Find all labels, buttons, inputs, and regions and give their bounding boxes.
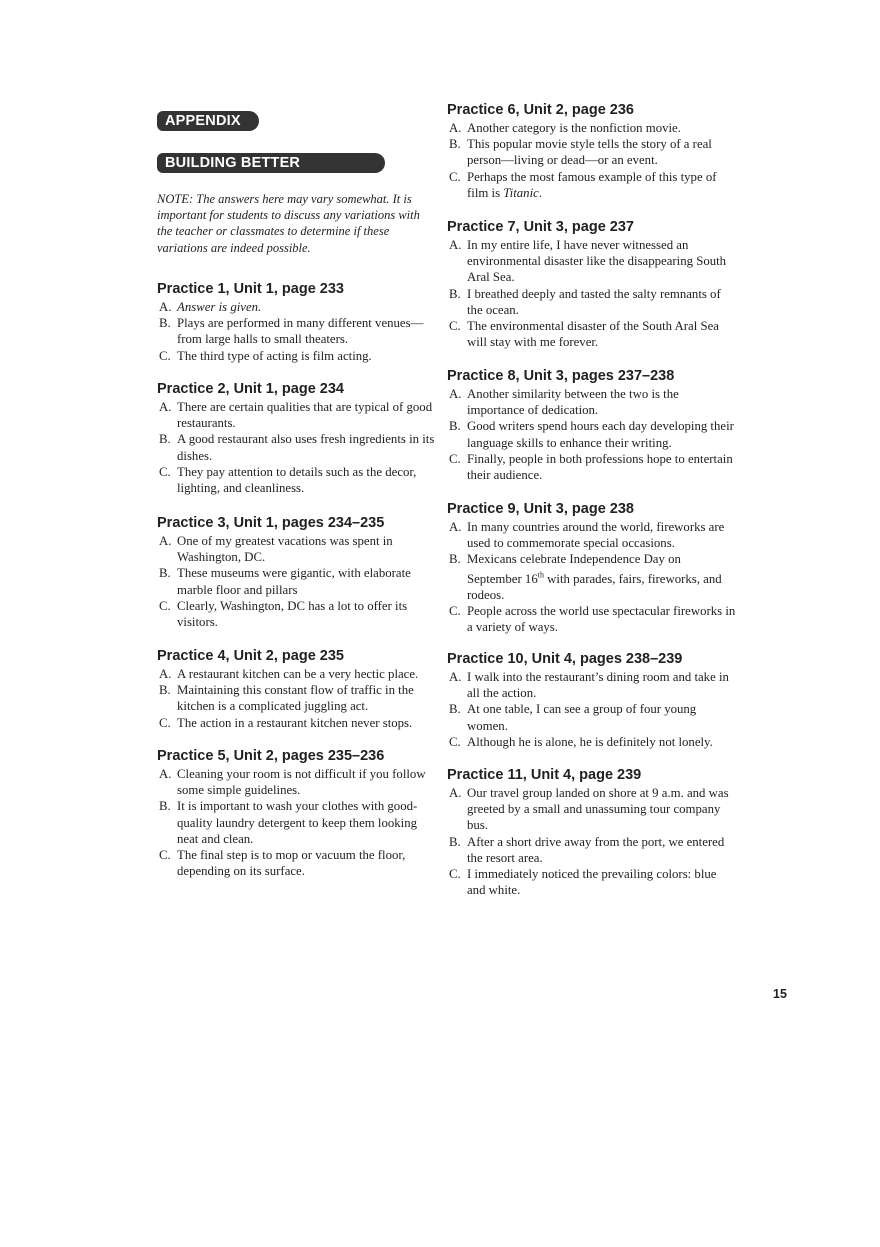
answer-letter: A. [159, 667, 172, 681]
practice-section [157, 747, 437, 879]
practice-title: Practice 2, Unit 1, page 234 [157, 381, 344, 397]
answer-text: A good restaurant also uses fresh ingredients in its dishes. [177, 432, 435, 463]
practice-section [157, 647, 437, 731]
answer-item [157, 715, 437, 731]
answer-item [157, 766, 437, 798]
practice-title: Practice 6, Unit 2, page 236 [447, 102, 634, 118]
answer-letter: B. [449, 419, 461, 434]
practice-section [157, 514, 437, 630]
answer-letter: B. [159, 799, 171, 814]
answer-item [447, 237, 737, 286]
answer-text: Maintaining this constant flow of traffic in the kitchen is a complicated juggling act. [177, 683, 414, 714]
answer-item [447, 318, 737, 350]
answer-text: The environmental disaster of the South Aral Sea will stay with me forever. [467, 319, 719, 350]
answer-text: The final step is to mop or vacuum the floor, depending on its surface. [177, 848, 406, 879]
answer-text: Cleaning your room is not difficult if you follow some simple guidelines. [177, 767, 426, 798]
practice-section [447, 766, 737, 898]
appendix-label: APPENDIX 1 [157, 111, 259, 131]
answer-letter: C. [159, 464, 171, 479]
note-text: NOTE: The answers here may vary somewhat. It is important for students to discuss any variations with the teacher or classmates to determine if these variations are indeed possible. [157, 192, 420, 255]
answer-item [157, 533, 437, 565]
answer-text: There are certain qualities that are typical of good restaurants. [177, 400, 433, 431]
answer-letter: C. [159, 848, 171, 863]
answer-item [157, 299, 437, 315]
answer-text: Mexicans celebrate Independence Day on September 16th with parades, fairs, fireworks, and rodeos. [467, 552, 722, 603]
answer-letter: A. [449, 670, 462, 684]
answer-text: In many countries around the world, fireworks are used to commemorate special occasions. [467, 520, 725, 551]
practice-title: Practice 11, Unit 4, page 239 [447, 767, 642, 783]
answer-item [447, 169, 737, 201]
answer-letter: C. [449, 604, 461, 619]
answer-text: Another similarity between the two is the importance of dedication. [467, 387, 679, 418]
answer-list [157, 766, 437, 879]
answer-list [157, 666, 437, 731]
answer-letter: B. [449, 702, 461, 717]
answer-item [157, 348, 437, 364]
answer-item [157, 682, 437, 714]
answer-text: At one table, I can see a group of four young women. [467, 702, 697, 733]
answer-item [447, 669, 737, 701]
practice-title: Practice 3, Unit 1, pages 234–235 [157, 515, 385, 531]
answer-letter: B. [159, 683, 171, 698]
answer-letter: C. [449, 867, 461, 882]
answer-text: Finally, people in both professions hope to entertain their audience. [467, 451, 733, 483]
answer-letter: B. [449, 834, 461, 849]
practice-title: Practice 10, Unit 4, pages 238–239 [447, 651, 683, 667]
answer-list [447, 519, 737, 636]
answer-letter: B. [159, 316, 171, 331]
answer-letter: A. [449, 121, 462, 135]
answer-letter: A. [159, 300, 172, 314]
answer-item [447, 136, 737, 168]
answer-text: Clearly, Washington, DC has a lot to offer its visitors. [177, 598, 408, 630]
answer-letter: B. [449, 286, 461, 301]
answer-letter: A. [449, 238, 462, 252]
answer-item [157, 666, 437, 682]
answer-text: Although he is alone, he is definitely not lonely. [467, 734, 713, 749]
answer-letter: A. [449, 520, 462, 534]
answer-text: People across the world use spectacular fireworks in a variety of ways. [467, 604, 736, 635]
answer-letter: B. [449, 552, 461, 567]
practice-section [447, 218, 737, 350]
answer-text: Answer is given. [177, 300, 262, 314]
answer-item [447, 551, 737, 603]
section-label: BUILDING BETTER SENTENCES [157, 153, 385, 173]
practice-section [157, 280, 437, 364]
answer-text: After a short drive away from the port, we entered the resort area. [467, 834, 725, 865]
practice-section [157, 380, 437, 496]
answer-text: This popular movie style tells the story of a real person—living or dead—or an event. [467, 137, 712, 168]
answer-item [447, 834, 737, 866]
answer-item [157, 464, 437, 496]
answer-item [447, 734, 737, 750]
answer-letter: A. [159, 767, 172, 781]
page-number: 15 [773, 987, 787, 1001]
answer-item [157, 798, 437, 847]
answer-letter: A. [449, 387, 462, 401]
practice-title: Practice 8, Unit 3, pages 237–238 [447, 368, 675, 384]
answer-text: The third type of acting is film acting. [177, 348, 372, 363]
answer-text: A restaurant kitchen can be a very hectic place. [177, 667, 419, 681]
answer-item [157, 431, 437, 463]
answer-letter: C. [449, 734, 461, 749]
answer-text: It is important to wash your clothes with good-quality laundry detergent to keep them looking neat and clean. [177, 799, 418, 846]
practice-section [447, 500, 737, 636]
answer-item [447, 603, 737, 635]
answer-letter: B. [449, 137, 461, 152]
answer-list [157, 533, 437, 630]
answer-list [447, 237, 737, 350]
answer-list [157, 399, 437, 496]
answer-letter: C. [449, 451, 461, 466]
practice-section [447, 650, 737, 750]
answer-list [447, 785, 737, 898]
answer-letter: C. [159, 598, 171, 613]
answer-letter: B. [159, 566, 171, 581]
answer-item [447, 866, 737, 898]
answer-text: One of my greatest vacations was spent in Washington, DC. [177, 534, 393, 565]
answer-item [447, 701, 737, 733]
answer-text: Our travel group landed on shore at 9 a.m. and was greeted by a small and unassuming tour company bus. [467, 786, 729, 833]
answer-item [157, 847, 437, 879]
practice-title: Practice 9, Unit 3, page 238 [447, 501, 634, 517]
answer-item [157, 598, 437, 630]
answer-text: I immediately noticed the prevailing colors: blue and white. [467, 867, 717, 898]
answer-item [447, 418, 737, 450]
practice-title: Practice 4, Unit 2, page 235 [157, 648, 344, 664]
answer-letter: C. [159, 348, 171, 363]
practice-section [447, 367, 737, 483]
practice-title: Practice 5, Unit 2, pages 235–236 [157, 748, 385, 764]
answer-text: In my entire life, I have never witnessed an environmental disaster like the disappearing South Aral Sea. [467, 238, 727, 285]
answer-letter: A. [159, 534, 172, 548]
practice-title: Practice 7, Unit 3, page 237 [447, 219, 634, 235]
answer-list [447, 386, 737, 483]
answer-text: Good writers spend hours each day developing their language skills to enhance their writing. [467, 419, 734, 450]
answer-list [447, 120, 737, 201]
answer-item [447, 120, 737, 136]
practice-section [447, 101, 737, 201]
answer-item [447, 519, 737, 551]
answer-list [447, 669, 737, 750]
answer-text: They pay attention to details such as the decor, lighting, and cleanliness. [177, 464, 417, 496]
answer-item [447, 386, 737, 418]
answer-letter: B. [159, 432, 171, 447]
answer-text: Perhaps the most famous example of this type of film is Titanic. [467, 169, 717, 200]
answer-list [157, 299, 437, 364]
answer-item [447, 451, 737, 483]
answer-letter: A. [449, 786, 462, 800]
answer-item [157, 565, 437, 597]
answer-text: The action in a restaurant kitchen never stops. [177, 715, 413, 730]
answer-letter: C. [449, 319, 461, 334]
answer-item [157, 315, 437, 347]
answer-text: These museums were gigantic, with elaborate marble floor and pillars [177, 566, 411, 597]
answer-text: I breathed deeply and tasted the salty remnants of the ocean. [467, 286, 721, 317]
answer-letter: A. [159, 400, 172, 414]
answer-item [447, 785, 737, 834]
answer-text: Another category is the nonfiction movie. [467, 121, 681, 135]
answer-letter: C. [159, 715, 171, 730]
answer-text: I walk into the restaurant’s dining room and take in all the action. [467, 670, 729, 701]
practice-title: Practice 1, Unit 1, page 233 [157, 281, 344, 297]
answer-item [447, 286, 737, 318]
answer-letter: C. [449, 169, 461, 184]
answer-item [157, 399, 437, 431]
answer-text: Plays are performed in many different venues—from large halls to small theaters. [177, 316, 424, 347]
